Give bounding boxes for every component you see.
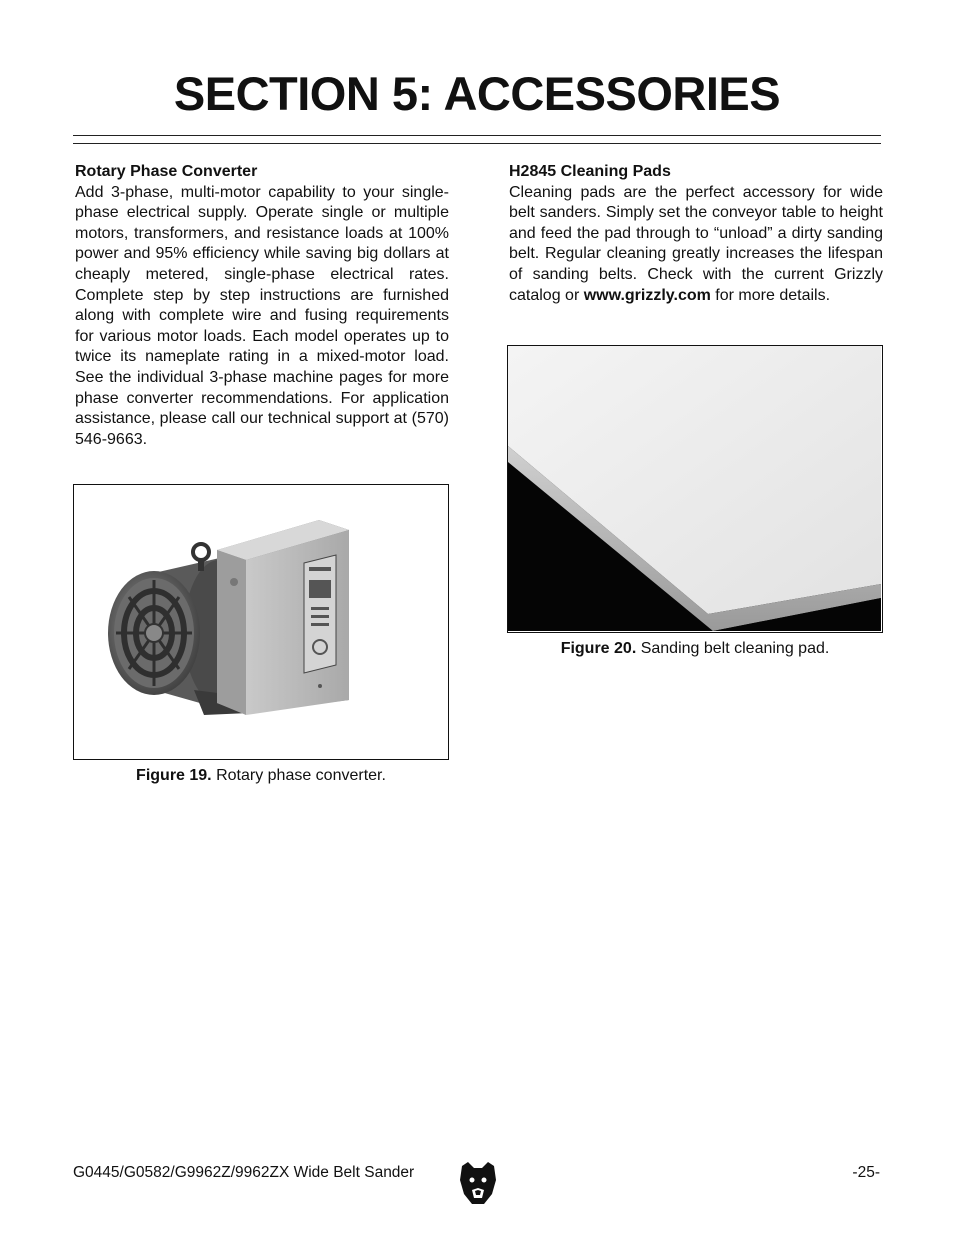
figure-20-label: Figure 20.: [560, 640, 637, 657]
figure-19-text: Rotary phase converter.: [211, 767, 386, 784]
title-rule-bottom: [73, 143, 881, 144]
cleaning-pad-image: [508, 346, 881, 631]
figure-20-text: Sanding belt cleaning pad.: [636, 640, 830, 657]
page-title: SECTION 5: ACCESSORIES: [173, 67, 781, 120]
figure-19-image: [73, 484, 449, 760]
rotary-phase-converter-heading: Rotary Phase Converter: [75, 163, 258, 180]
figure-20-caption: [507, 640, 883, 658]
cleaning-pads-heading: H2845 Cleaning Pads: [509, 163, 671, 180]
figure-20-image: [507, 345, 883, 633]
footer-model: G0445/G0582/G9962Z/9962ZX Wide Belt Sander: [73, 1164, 415, 1181]
footer-page-number: -25-: [852, 1164, 880, 1181]
figure-19-label: Figure 19.: [136, 767, 212, 784]
figure-19-caption: [73, 767, 449, 785]
right-column: [509, 162, 883, 306]
left-column: [75, 162, 449, 450]
cleaning-pads-body-end: for more details.: [710, 286, 831, 304]
rotary-phase-converter-image: [74, 485, 447, 758]
grizzly-bear-icon: [458, 1160, 498, 1211]
cleaning-pads-body: [509, 183, 883, 307]
title-rule-top: [73, 135, 881, 136]
cleaning-pads-body-text: Cleaning pads are the perfect accessory for wide belt sanders. Simply set the conveyor table to height and feed the pad through to “unload” a dirty sanding belt. Regular cleaning greatly increases the lifespan of sanding belts. Check with the current Grizzly catalog or: [509, 183, 883, 304]
rotary-phase-converter-body: Add 3-phase, multi-motor capability to your single-phase electrical supply. Operate single or multiple motors, transformers, and resistance loads at 100% power and 95% efficiency while saving big dollars at cheaply metered, single-phase electrical rates. Complete step by step instructions are furnished along with complete wire and fusing requirements for various motor loads. Each model operates up to twice its nameplate rating in a mixed-motor load. See the individual 3-phase machine pages for more phase converter recommendations. For application assistance, please call our technical support at (570) 546-9663.: [75, 183, 449, 448]
grizzly-website-link[interactable]: www.grizzly.com: [583, 286, 711, 304]
